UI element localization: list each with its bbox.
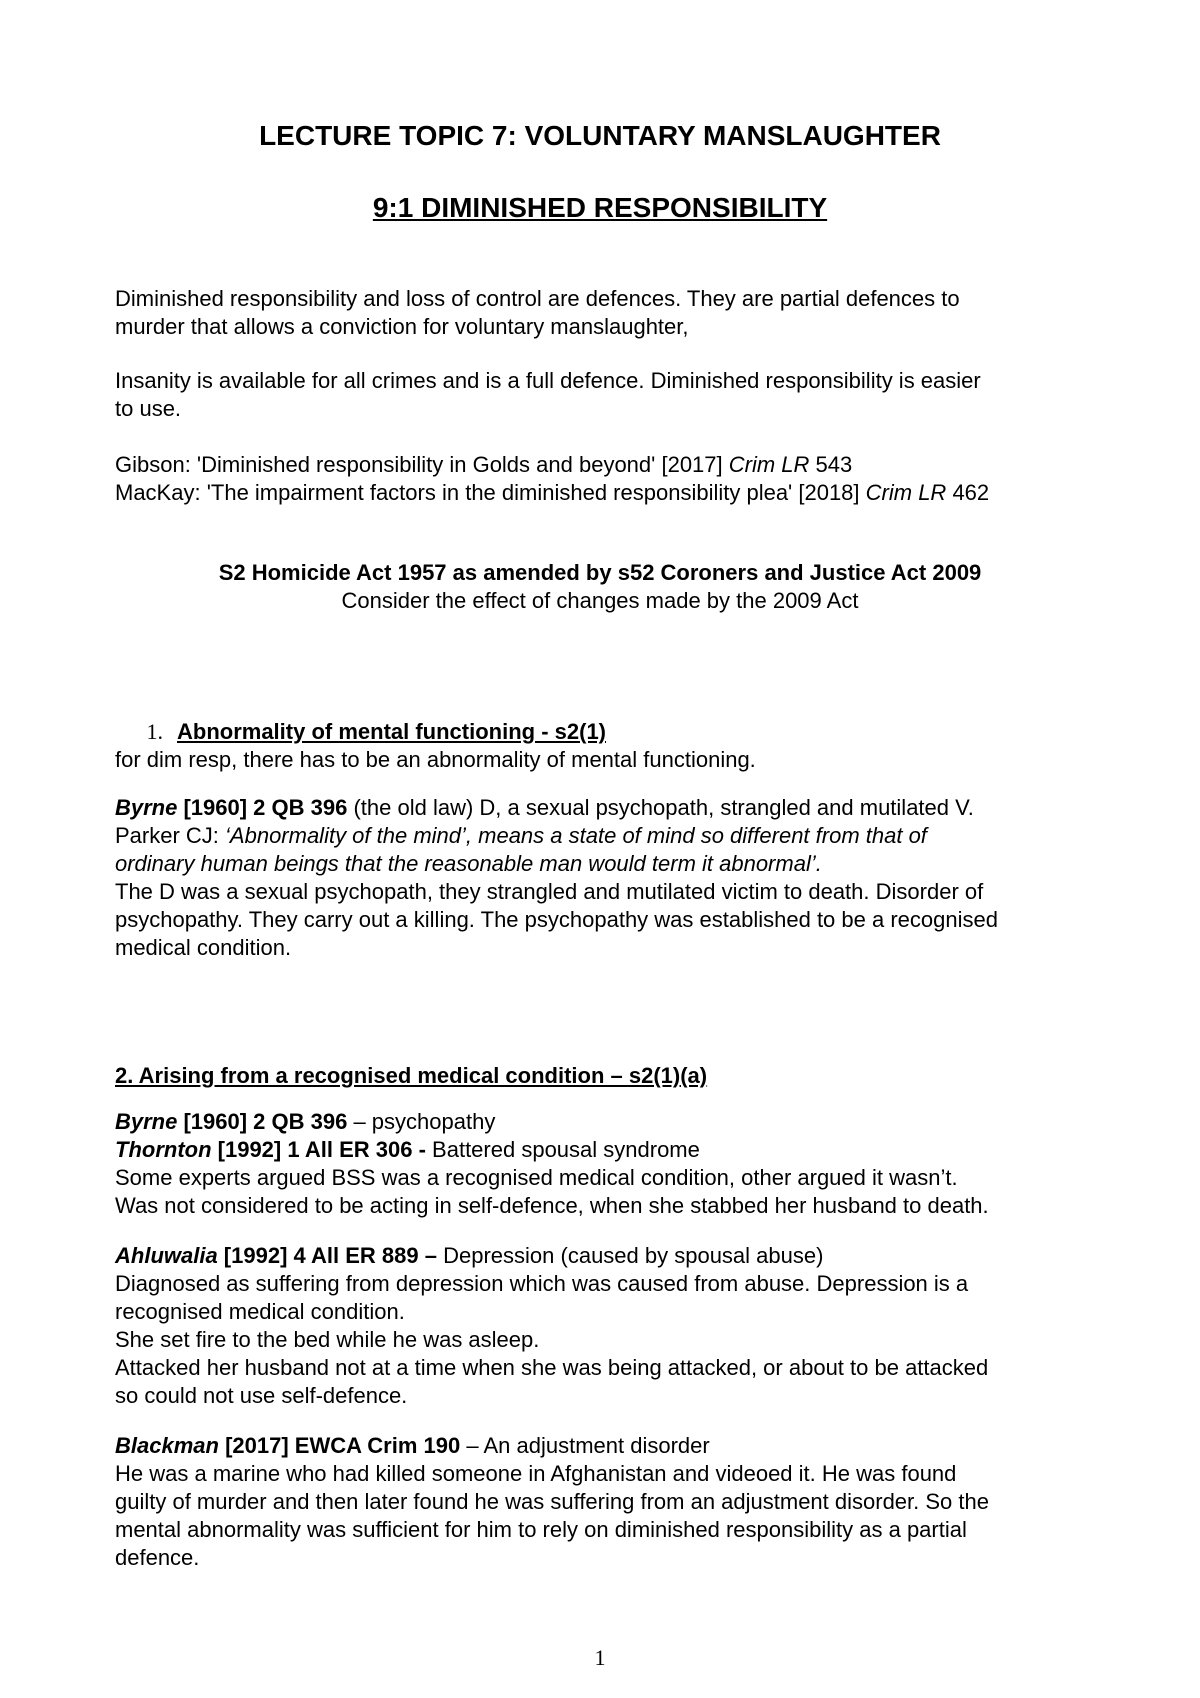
page-number: 1 [594,1645,606,1670]
text-line: psychopathy. They carry out a killing. The psychopathy was established to be a recognised [115,907,998,932]
text-line: ordinary human beings that the reasonable man would term it abnormal’. [115,851,822,876]
case-blackman: Blackman [2017] EWCA Crim 190 – An adjustment disorder [115,1433,710,1458]
text-line: defence. [115,1545,200,1570]
case-byrne: Byrne [1960] 2 QB 396 – psychopathy [115,1109,496,1134]
text-line: Parker CJ: ‘Abnormality of the mind’, means a state of mind so different from that of [115,823,927,848]
case-thornton: Thornton [1992] 1 All ER 306 - Battered spousal syndrome [115,1137,700,1162]
text-line: murder that allows a conviction for voluntary manslaughter, [115,314,689,339]
text-line: Diminished responsibility and loss of control are defences. They are partial defences to [115,286,960,311]
text-line: He was a marine who had killed someone in Afghanistan and videoed it. He was found [115,1461,957,1486]
intro-paragraph-2 [115,367,1100,423]
intro-paragraph-1 [115,285,1100,341]
text-line: Was not considered to be acting in self-defence, when she stabbed her husband to death. [115,1193,989,1218]
text-line: She set fire to the bed while he was asleep. [115,1327,540,1352]
text-line: Some experts argued BSS was a recognised medical condition, other argued it wasn’t. [115,1165,958,1190]
text-line: for dim resp, there has to be an abnormality of mental functioning. [115,747,756,772]
section-1-heading: 1. Abnormality of mental functioning - s2(1) [146,719,607,744]
page-subtitle: 9:1 DIMINISHED RESPONSIBILITY [372,192,828,223]
statute-heading: S2 Homicide Act 1957 as amended by s52 Coroners and Justice Act 2009 [218,560,982,585]
reference-mackay: MacKay: 'The impairment factors in the diminished responsibility plea' [2018] Crim LR 462 [115,480,990,505]
case-byrne: Byrne [1960] 2 QB 396 (the old law) D, a sexual psychopath, strangled and mutilated V. [115,795,974,820]
reference-gibson: Gibson: 'Diminished responsibility in Golds and beyond' [2017] Crim LR 543 [115,452,853,477]
text-line: Insanity is available for all crimes and is a full defence. Diminished responsibility is easier [115,368,981,393]
text-line: Attacked her husband not at a time when she was being attacked, or about to be attacked [115,1355,989,1380]
page-title: LECTURE TOPIC 7: VOLUNTARY MANSLAUGHTER [259,120,941,151]
text-line: so could not use self-defence. [115,1383,408,1408]
statute-block [0,559,1200,615]
text-line: Diagnosed as suffering from depression which was caused from abuse. Depression is a [115,1271,969,1296]
section-2-heading: 2. Arising from a recognised medical condition – s2(1)(a) [115,1063,708,1088]
references [115,451,1100,507]
text-line: guilty of murder and then later found he was suffering from an adjustment disorder. So the [115,1489,989,1514]
text-line: The D was a sexual psychopath, they strangled and mutilated victim to death. Disorder of [115,879,984,904]
text-line: medical condition. [115,935,292,960]
statute-note: Consider the effect of changes made by the 2009 Act [341,588,859,613]
text-line: to use. [115,396,182,421]
case-ahluwalia: Ahluwalia [1992] 4 All ER 889 – Depression (caused by spousal abuse) [115,1243,824,1268]
section-1 [115,718,1100,962]
text-line: mental abnormality was sufficient for him to rely on diminished responsibility as a partial [115,1517,967,1542]
text-line: recognised medical condition. [115,1299,405,1324]
section-2 [115,1062,1100,1572]
